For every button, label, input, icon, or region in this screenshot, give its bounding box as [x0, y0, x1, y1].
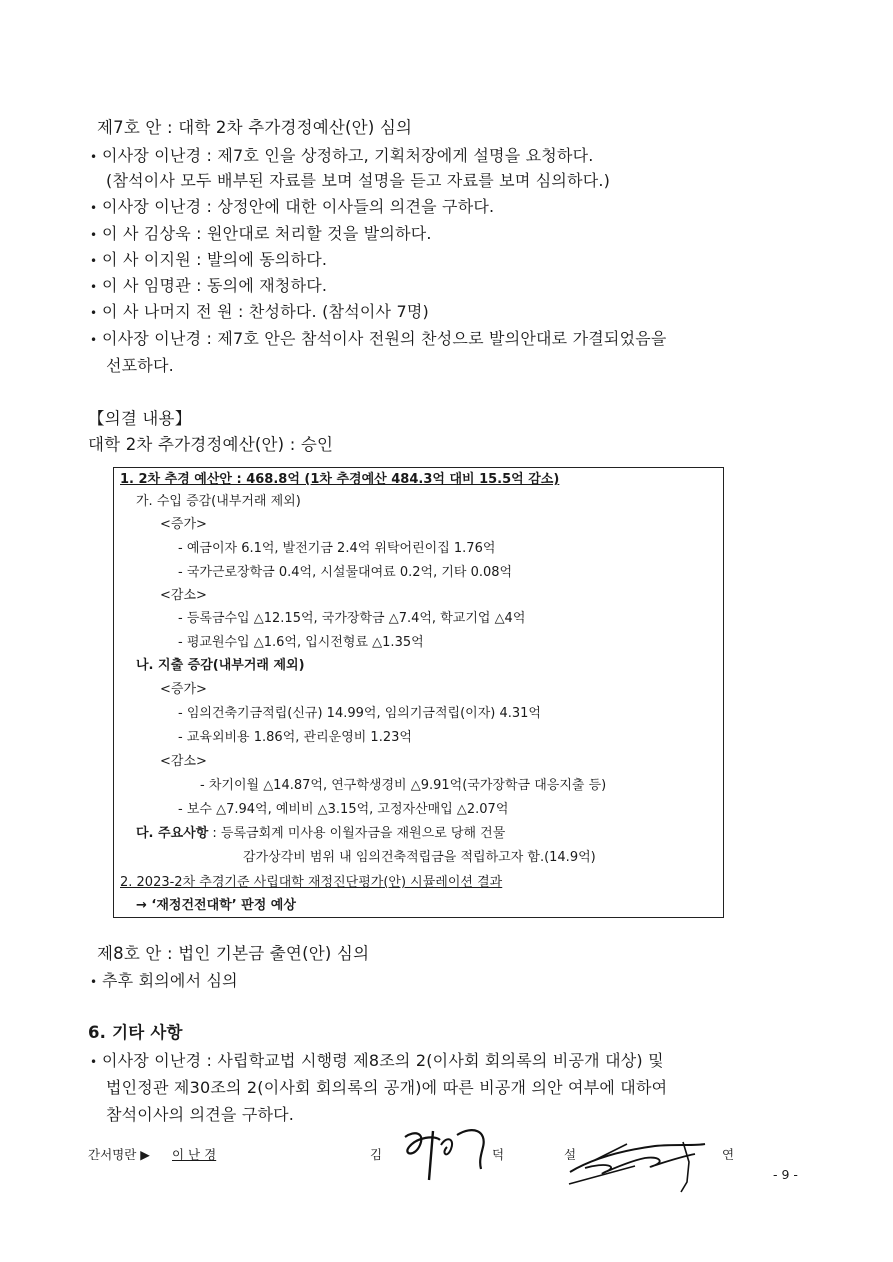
agenda8-item: • 추후 회의에서 심의 [90, 971, 238, 990]
box-line-3: <증가> [160, 517, 207, 532]
section6-line-1: • 이사장 이난경 : 사립학교법 시행령 제8조의 2(이사회 회의록의 비공개 대상) 및 [90, 1051, 664, 1070]
box-line-19: → ‘재정건전대학’ 판정 예상 [136, 898, 296, 913]
signature-name-2-end: 덕 [492, 1147, 505, 1162]
agenda8-title: 제8호 안 : 법인 기본금 출연(안) 심의 [97, 944, 370, 963]
box-line-2: 가. 수입 증감(내부거래 제외) [136, 494, 301, 509]
agenda7-item-4: • 이 사 김상욱 : 원안대로 처리할 것을 발의하다. [90, 224, 432, 243]
agenda7-item-3: • 이사장 이난경 : 상정안에 대한 이사들의 의견을 구하다. [90, 197, 495, 216]
budget-detail-box [113, 467, 724, 918]
agenda7-item-8: • 이사장 이난경 : 제7호 안은 참석이사 전원의 찬성으로 발의안대로 가결되었음을 [90, 329, 667, 348]
box-line-5: - 국가근로장학금 0.4억, 시설물대여료 0.2억, 기타 0.08억 [178, 565, 513, 580]
signature-name-1: 이 난 경 [172, 1147, 217, 1162]
agenda7-item-1: • 이사장 이난경 : 제7호 인을 상정하고, 기획처장에게 설명을 요청하다. [90, 146, 594, 165]
signature-name-3-start: 설 [564, 1147, 577, 1162]
box-line-16: 다. 주요사항 : 등록금회계 미사용 이월자금을 재원으로 당해 건물 [136, 826, 506, 841]
box-line-6: <감소> [160, 588, 207, 603]
box-line-11: - 임의건축기금적립(신규) 14.99억, 임의기금적립(이자) 4.31억 [178, 706, 541, 721]
section6-line-2: 법인정관 제30조의 2(이사회 회의록의 공개)에 따른 비공개 의안 여부에 대하여 [106, 1078, 668, 1097]
box-line-14: - 차기이월 △14.87억, 연구학생경비 △9.91억(국가장학금 대응지출 등) [200, 778, 607, 793]
page-number: - 9 - [773, 1167, 798, 1182]
box-line-7: - 등록금수입 △12.15억, 국가장학금 △7.4억, 학교기업 △4억 [178, 611, 526, 626]
agenda7-item-5: • 이 사 이지원 : 발의에 동의하다. [90, 250, 328, 269]
handwritten-signature-2 [565, 1132, 715, 1194]
section6-heading: 6. 기타 사항 [88, 1023, 183, 1042]
signature-label: 간서명란 ▶ [88, 1147, 150, 1162]
agenda7-item-8-cont: 선포하다. [106, 356, 174, 375]
box-line-10: <증가> [160, 682, 207, 697]
box-line-12: - 교육외비용 1.86억, 관리운영비 1.23억 [178, 730, 412, 745]
signature-name-3-end: 연 [722, 1147, 735, 1162]
box-line-13: <감소> [160, 754, 207, 769]
box-line-1: 1. 2차 추경 예산안 : 468.8억 (1차 추경예산 484.3억 대비 15.5억 감소) [120, 472, 560, 487]
signature-name-2-start: 김 [370, 1147, 383, 1162]
handwritten-signature-1 [395, 1125, 495, 1185]
agenda7-item-6: • 이 사 임명관 : 동의에 재청하다. [90, 276, 328, 295]
box-line-18: 2. 2023-2차 추경기준 사립대학 재정진단평가(안) 시뮬레이션 결과 [120, 875, 503, 890]
box-line-9: 나. 지출 증감(내부거래 제외) [136, 658, 305, 673]
agenda7-item-7: • 이 사 나머지 전 원 : 찬성하다. (참석이사 7명) [90, 302, 429, 321]
resolution-heading: 【의결 내용】 [88, 409, 192, 428]
agenda7-title: 제7호 안 : 대학 2차 추가경정예산(안) 심의 [97, 118, 413, 137]
box-line-4: - 예금이자 6.1억, 발전기금 2.4억 위탁어린이집 1.76억 [178, 541, 496, 556]
box-line-8: - 평교원수입 △1.6억, 입시전형료 △1.35억 [178, 635, 424, 650]
agenda7-item-2: (참석이사 모두 배부된 자료를 보며 설명을 듣고 자료를 보며 심의하다.) [106, 171, 611, 190]
box-line-17: 감가상각비 범위 내 임의건축적립금을 적립하고자 함.(14.9억) [243, 850, 596, 865]
section6-line-3: 참석이사의 의견을 구하다. [106, 1105, 295, 1124]
box-line-15: - 보수 △7.94억, 예비비 △3.15억, 고정자산매입 △2.07억 [178, 802, 509, 817]
resolution-summary: 대학 2차 추가경정예산(안) : 승인 [88, 435, 334, 454]
